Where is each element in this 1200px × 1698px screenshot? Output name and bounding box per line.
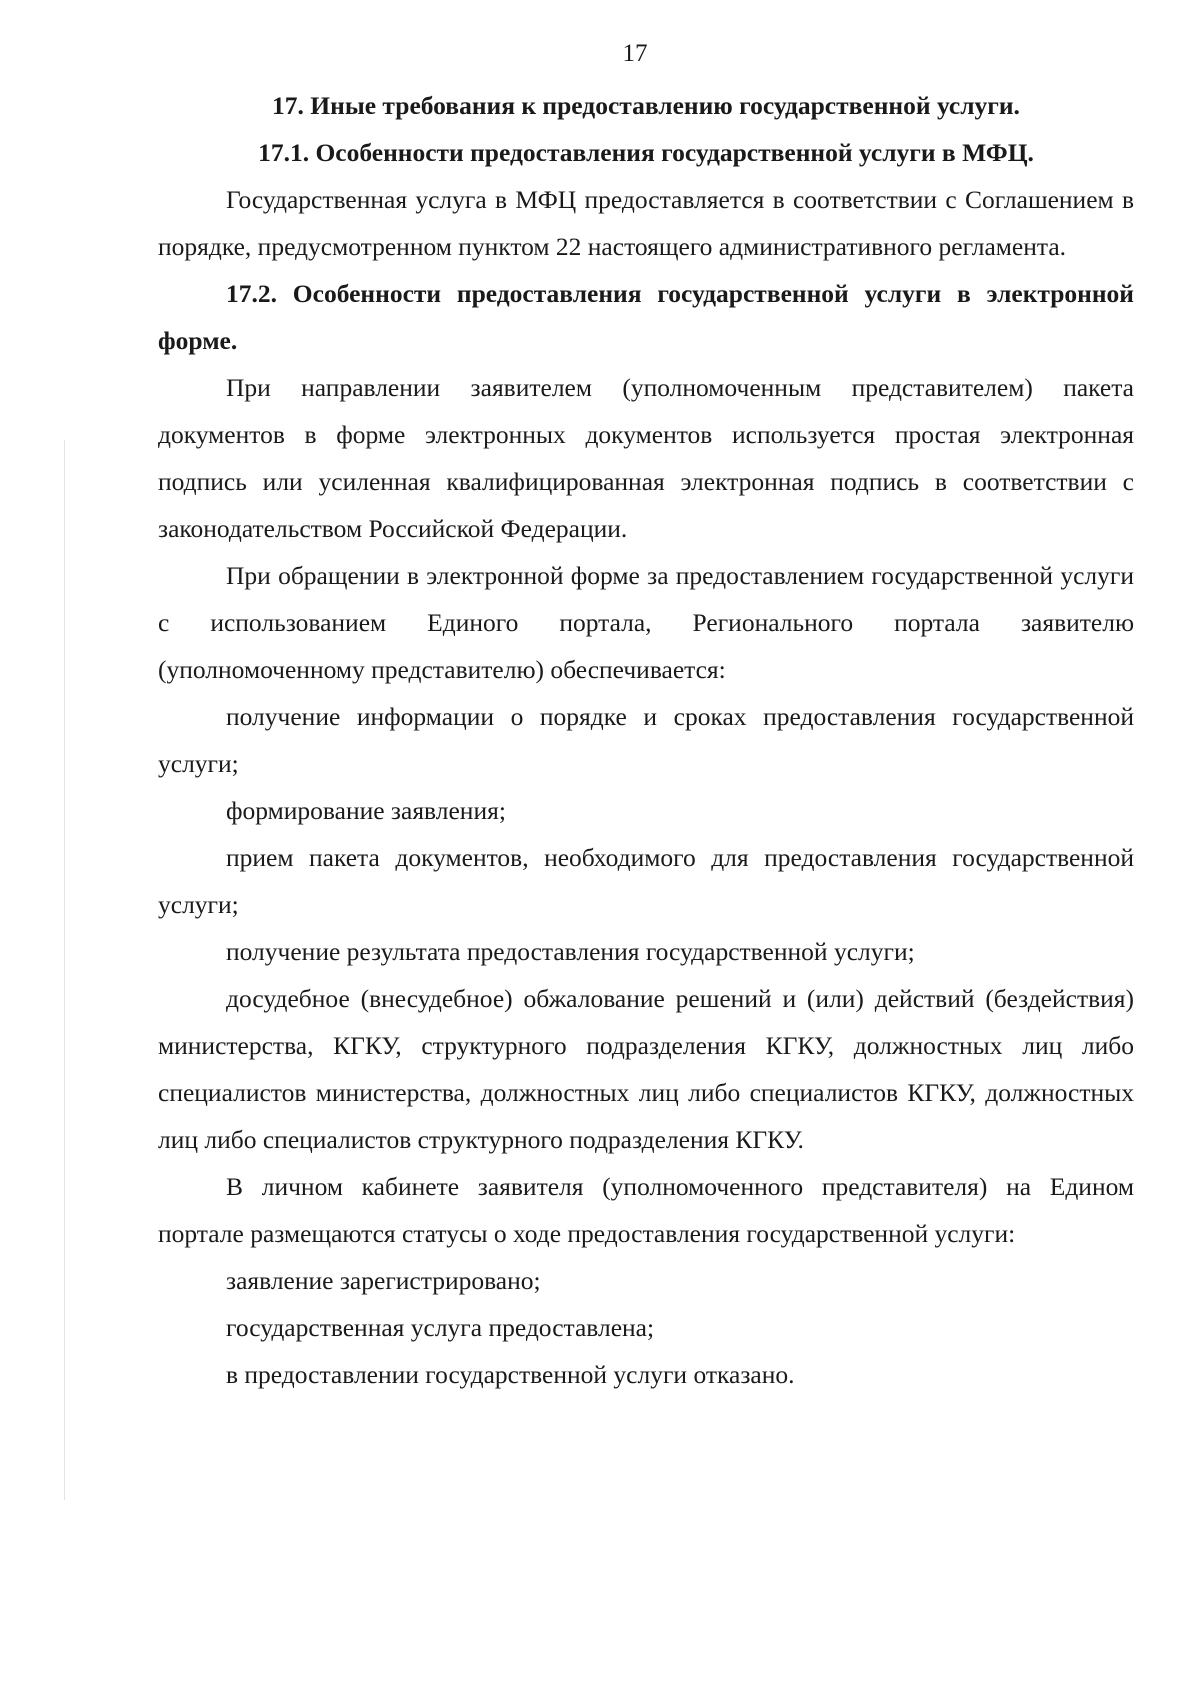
section-17-1-paragraph: Государственная услуга в МФЦ предоставляется в соответствии с Соглашением в порядке, предусмотренном пунктом 22 настоящего административного регламента. <box>158 185 1134 261</box>
portal-list-item: получение результата предоставления государственной услуги; <box>226 937 915 966</box>
status-list-item: в предоставлении государственной услуги отказано. <box>226 1360 795 1389</box>
page-number: 17 <box>622 40 648 67</box>
portal-list-item: досудебное (внесудебное) обжалование решений и (или) действий (бездействия) министерства, КГКУ, структурного подразделения КГКУ, должностных лиц либо специалистов министерства, должностных лиц либо специалистов КГКУ, должностных лиц либо специалистов структурного подразделения КГКУ. <box>158 984 1134 1154</box>
portal-list-item: получение информации о порядке и сроках предоставления государственной услуги; <box>158 702 1134 778</box>
section-17-1-heading: 17.1. Особенности предоставления государственной услуги в МФЦ. <box>258 138 1034 167</box>
portal-paragraph: При обращении в электронной форме за предоставлением государственной услуги с использованием Единого портала, Регионального портала заявителю (уполномоченному представителю) обеспечивается: <box>158 561 1134 684</box>
document-body <box>158 82 1134 1398</box>
cabinet-paragraph: В личном кабинете заявителя (уполномоченного представителя) на Едином портале размещаются статусы о ходе предоставления государственной услуги: <box>158 1172 1134 1248</box>
portal-list-item: формирование заявления; <box>226 796 506 825</box>
status-list-item: заявление зарегистрировано; <box>226 1266 541 1295</box>
scan-margin-line <box>64 440 65 1500</box>
portal-list-item: прием пакета документов, необходимого для предоставления государственной услуги; <box>158 843 1134 919</box>
section-17-2-heading: 17.2. Особенности предоставления государственной услуги в электронной форме. <box>158 279 1134 355</box>
signature-paragraph: При направлении заявителем (уполномоченным представителем) пакета документов в форме электронных документов используется простая электронная подпись или усиленная квалифицированная электронная подпись в соответствии с законодательством Российской Федерации. <box>158 373 1134 543</box>
status-list-item: государственная услуга предоставлена; <box>226 1313 655 1342</box>
section-17-heading: 17. Иные требования к предоставлению государственной услуги. <box>272 91 1020 120</box>
